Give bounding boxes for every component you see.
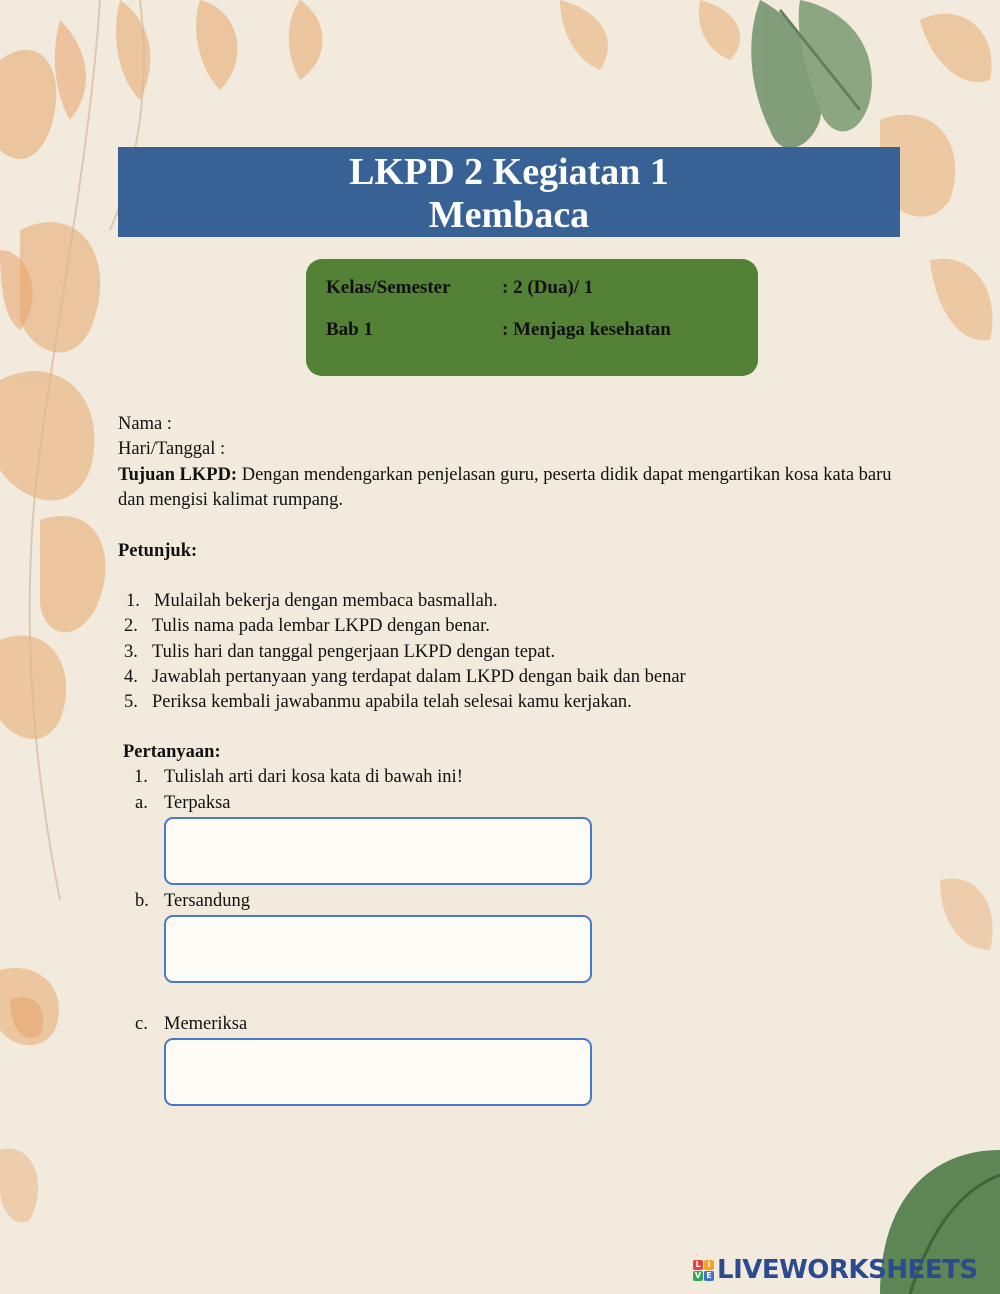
item-number: 1.	[126, 591, 140, 611]
logo-letter: V	[694, 1270, 702, 1280]
vocab-word: Tersandung	[164, 891, 251, 911]
answer-box-a[interactable]	[164, 817, 592, 885]
vocab-word: Memeriksa	[164, 1014, 248, 1034]
objective-paragraph	[118, 463, 908, 513]
info-label: Bab 1	[326, 319, 373, 340]
item-number: 4.	[124, 667, 138, 687]
info-value: : Menjaga kesehatan	[502, 319, 671, 340]
page-title: LKPD 2 Kegiatan 1	[349, 151, 669, 193]
item-text: Tulis nama pada lembar LKPD dengan benar.	[152, 616, 490, 636]
brand-name: LIVEWORKSHEETS	[717, 1255, 978, 1285]
objective-label: Tujuan LKPD:	[118, 465, 238, 485]
title-banner	[118, 147, 900, 237]
item-text: Tulis hari dan tanggal pengerjaan LKPD dengan tepat.	[152, 642, 556, 662]
item-number: 2.	[124, 616, 138, 636]
item-text: Jawablah pertanyaan yang terdapat dalam LKPD dengan baik dan benar	[152, 667, 686, 687]
questions-heading: Pertanyaan:	[123, 742, 221, 762]
item-text: Periksa kembali jawabanmu apabila telah selesai kamu kerjakan.	[152, 692, 632, 712]
liveworksheets-icon	[693, 1260, 714, 1281]
vocab-letter: a.	[135, 793, 148, 813]
page-subtitle: Membaca	[428, 194, 590, 236]
question-number: 1.	[134, 767, 148, 787]
vocab-word: Terpaksa	[164, 793, 231, 813]
vocab-letter: b.	[135, 891, 149, 911]
logo-letter: L	[693, 1260, 703, 1270]
logo-letter: E	[704, 1271, 714, 1281]
vocab-letter: c.	[135, 1014, 148, 1034]
class-info-box	[306, 259, 758, 376]
answer-box-c[interactable]	[164, 1038, 592, 1106]
name-label: Nama :	[118, 414, 172, 434]
instructions-heading: Petunjuk:	[118, 541, 198, 561]
item-number: 5.	[124, 692, 138, 712]
date-label: Hari/Tanggal :	[118, 439, 226, 459]
liveworksheets-logo[interactable]	[693, 1255, 978, 1285]
objective-text: Dengan mendengarkan penjelasan guru, peserta didik dapat mengartikan kosa kata baru dan mengisi kalimat rumpang.	[118, 465, 892, 510]
info-value: : 2 (Dua)/ 1	[502, 277, 594, 298]
logo-letter: I	[704, 1260, 714, 1270]
item-number: 3.	[124, 642, 138, 662]
item-text: Mulailah bekerja dengan membaca basmallah.	[154, 591, 498, 611]
question-text: Tulislah arti dari kosa kata di bawah ini!	[164, 767, 463, 787]
answer-box-b[interactable]	[164, 915, 592, 983]
info-label: Kelas/Semester	[326, 277, 451, 298]
